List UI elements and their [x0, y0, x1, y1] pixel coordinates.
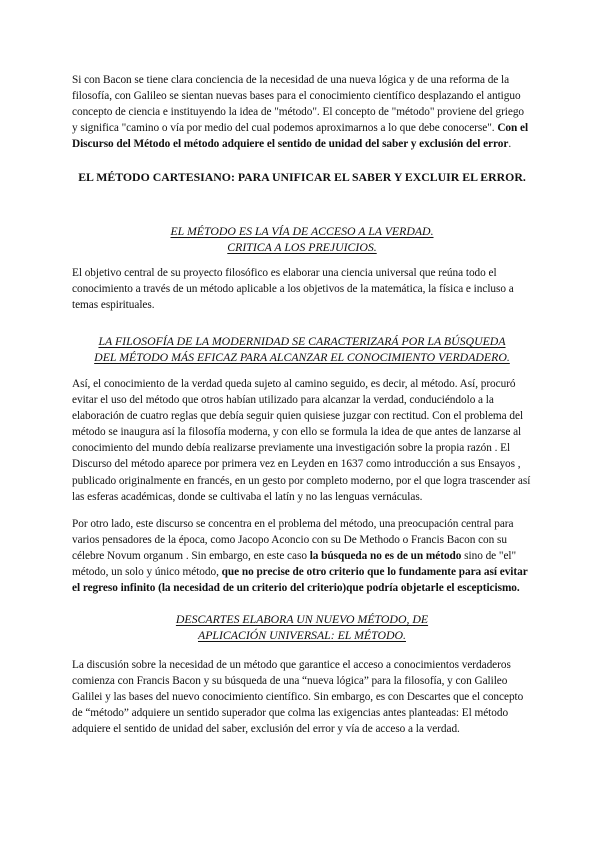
discourse-text-a: Por otro lado, este discurso se concentra en el problema del método, una preocupación central para varios pensadores de la época, como Jacopo Aconcio con su De Methodo o Francis Bacon con su célebre Novum organum . Sin embargo, en este caso: [72, 518, 514, 563]
section-heading-3-line2: APLICACIÓN UNIVERSAL: EL MÉTODO.: [198, 627, 406, 642]
discourse-text-b: sino de "el" método, un solo y único método,: [72, 550, 517, 579]
discourse-paragraph: [72, 516, 532, 596]
intro-end: .: [508, 138, 512, 151]
section-heading-1-line2: CRITICA A LOS PREJUICIOS.: [227, 239, 377, 254]
intro-text: Si con Bacon se tiene clara conciencia de la necesidad de una nueva lógica y de una reforma de la filosofía, con Galileo se sientan nuevas bases para el conocimiento científico desplazando el antiguo concepto de ciencia e instituyendo la idea de "método". El concepto de "método" proviene del griego y significa "camino o vía por medio del cual podemos aproximarnos a lo que debe conocerse".: [72, 74, 525, 135]
section-heading-2-line2: DEL MÉTODO MÁS EFICAZ PARA ALCANZAR EL CONOCIMIENTO VERDADERO.: [94, 349, 510, 364]
discourse-bold-a: la búsqueda no es de un método: [309, 550, 462, 563]
section-heading-3-line1: DESCARTES ELABORA UN NUEVO MÉTODO, DE: [175, 612, 429, 626]
method-paragraph: Así, el conocimiento de la verdad queda sujeto al camino seguido, es decir, al método. Así, procuró evitar el uso del método que otros habían utilizado para alcanzar la verdad, conduciéndolo a la elaboración de cuatro reglas que debía seguir quien quisiese juzgar con rectitud. Con el problema del método se inaugura así la filosofía moderna, y con ello se formula la idea de que antes de lanzarse al conocimiento del mundo debía realizarse previamente una investigación sobre la propia razón . El Discurso del método aparece por primera vez en Leyden en 1637 como introducción a sus Ensayos , publicado originalmente en francés, en un gesto por completo moderno, por el que logra trascender así las esferas académicas, donde se cultivaba el latín y no las lenguas vernáculas.: [72, 378, 531, 503]
section-heading-2-line1: LA FILOSOFÍA DE LA MODERNIDAD SE CARACTERIZARÁ POR LA BÚSQUEDA: [98, 334, 506, 348]
section-heading-2: [66, 334, 538, 365]
section-heading-1: [72, 224, 532, 255]
discourse-bold-b: que no precise de otro criterio que lo fundamente para así evitar el regreso infinito (la necesidad de un criterio del criterio)que podría objetarle el escepticismo.: [72, 566, 528, 595]
section-heading-3: [72, 612, 532, 643]
objective-paragraph: El objetivo central de su proyecto filosófico es elaborar una ciencia universal que reúna todo el conocimiento a través de un método aplicable a los objetivos de la matemática, la física e incluso a temas espirituales.: [72, 267, 514, 312]
conclusion-paragraph: La discusión sobre la necesidad de un método que garantice el acceso a conocimientos verdaderos comienza con Francis Bacon y su búsqueda de una “nueva lógica” para la filosofía, y con Galileo Galilei y las bases del nuevo conocimiento científico. Sin embargo, es con Descartes que el concepto de “método” adquiere un sentido superador que colma las exigencias antes planteadas: El método adquiere el sentido de unidad del saber, exclusión del error y vía de acceso a la verdad.: [72, 659, 524, 736]
main-heading: EL MÉTODO CARTESIANO: PARA UNIFICAR EL SABER Y EXCLUIR EL ERROR.: [78, 170, 526, 184]
intro-bold-text: Con el Discurso del Método el método adquiere el sentido de unidad del saber y exclusión del error: [72, 122, 529, 151]
section-heading-1-line1: EL MÉTODO ES LA VÍA DE ACCESO A LA VERDAD.: [170, 224, 434, 238]
intro-paragraph: [72, 72, 532, 152]
